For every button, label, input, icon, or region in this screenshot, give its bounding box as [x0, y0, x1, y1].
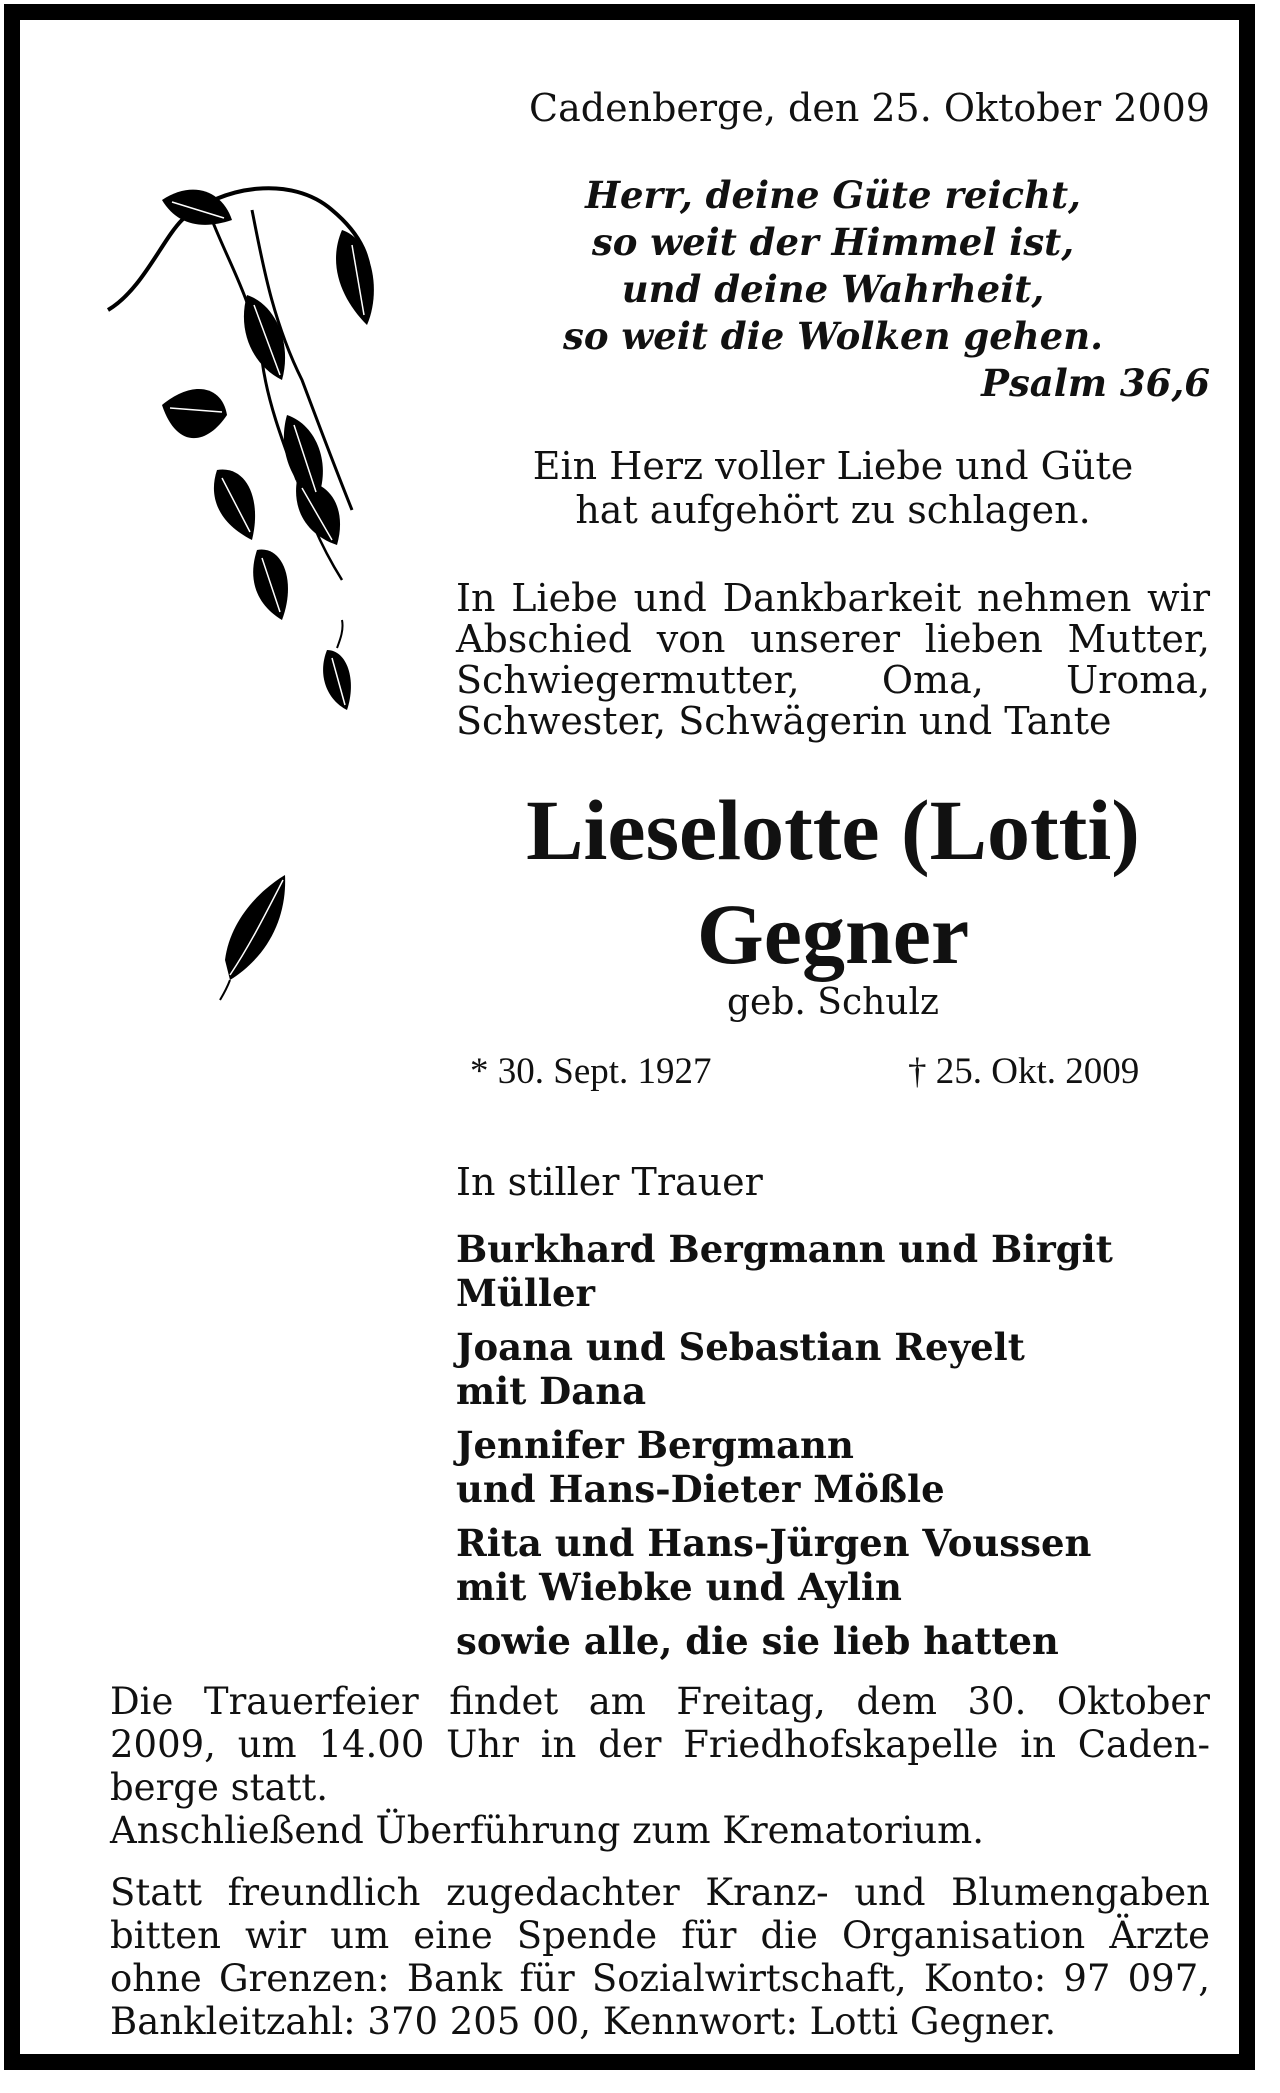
deceased-name-line: Gegner	[696, 886, 970, 982]
birth-date: * 30. Sept. 1927	[470, 1051, 712, 1092]
mourner-group	[456, 1325, 1210, 1413]
heart-message	[456, 444, 1210, 532]
funeral-line: Anschließend Überführung zum Krematorium.	[110, 1809, 985, 1852]
quote-line: und deine Wahrheit,	[621, 267, 1045, 311]
maiden-name: geb. Schulz	[727, 982, 939, 1023]
mourner-line: Rita und Hans-Jürgen Voussen	[456, 1521, 1092, 1565]
mourners-list	[456, 1227, 1210, 1673]
deceased-name-line: Lieselotte (Lotti)	[526, 782, 1140, 878]
funeral-info	[110, 1680, 1210, 1852]
funeral-line: berge statt.	[110, 1766, 329, 1809]
mourner-line: mit Dana	[456, 1369, 647, 1413]
intro-line: Abschied von unserer lieben Mutter,	[456, 617, 1210, 661]
mourner-group	[456, 1521, 1210, 1609]
donation-line: Bankleitzahl: 370 205 00, Kennwort: Lotti Gegner.	[110, 2000, 1057, 2043]
quote-line: so weit der Himmel ist,	[591, 220, 1075, 264]
quote-reference: Psalm 36,6	[981, 361, 1210, 405]
donation-info	[110, 1871, 1210, 2043]
mourner-line: Jennifer Bergmann	[456, 1423, 854, 1467]
mourner-line: mit Wiebke und Aylin	[456, 1565, 902, 1609]
mourner-line: sowie alle, die sie lieb hatten	[456, 1619, 1059, 1663]
heart-line: hat aufgehört zu schlagen.	[575, 488, 1091, 532]
place-date: Cadenberge, den 25. Oktober 2009	[529, 86, 1210, 130]
mourning-label: In stiller Trauer	[456, 1160, 763, 1204]
intro-line: Schwiegermutter, Oma, Uroma,	[456, 658, 1210, 702]
falling-leaf-icon	[215, 870, 295, 1005]
donation-line: ohne Grenzen: Bank für Sozialwirtschaft, Konto: 97 097,	[110, 1957, 1210, 2000]
intro-line: In Liebe und Dankbarkeit nehmen wir	[456, 576, 1210, 620]
funeral-line: 2009, um 14.00 Uhr in der Friedhofskapelle in Caden-	[110, 1723, 1210, 1766]
heart-line: Ein Herz voller Liebe und Güte	[532, 444, 1134, 488]
mourner-group	[456, 1423, 1210, 1511]
mourner-line: und Hans-Dieter Mößle	[456, 1467, 945, 1511]
quote-line: so weit die Wolken gehen.	[562, 314, 1104, 358]
funeral-line: Die Trauerfeier findet am Freitag, dem 30. Oktober	[110, 1680, 1210, 1723]
mourner-line: Burkhard Bergmann und Birgit Müller	[456, 1227, 1113, 1315]
donation-line: Statt freundlich zugedachter Kranz- und Blumengaben	[110, 1871, 1210, 1914]
farewell-intro	[456, 578, 1210, 742]
quote-line: Herr, deine Güte reicht,	[585, 173, 1081, 217]
scripture-quote	[456, 172, 1210, 407]
intro-line: Schwester, Schwägerin und Tante	[456, 699, 1112, 743]
birch-branch-icon	[102, 180, 442, 750]
mourner-group	[456, 1619, 1210, 1663]
death-date: † 25. Okt. 2009	[908, 1051, 1140, 1092]
mourner-group	[456, 1227, 1210, 1315]
donation-line: bitten wir um eine Spende für die Organisation Ärzte	[110, 1914, 1210, 1957]
deceased-name	[456, 778, 1210, 986]
obituary-frame	[4, 4, 1255, 2070]
mourner-line: Joana und Sebastian Reyelt	[456, 1325, 1025, 1369]
